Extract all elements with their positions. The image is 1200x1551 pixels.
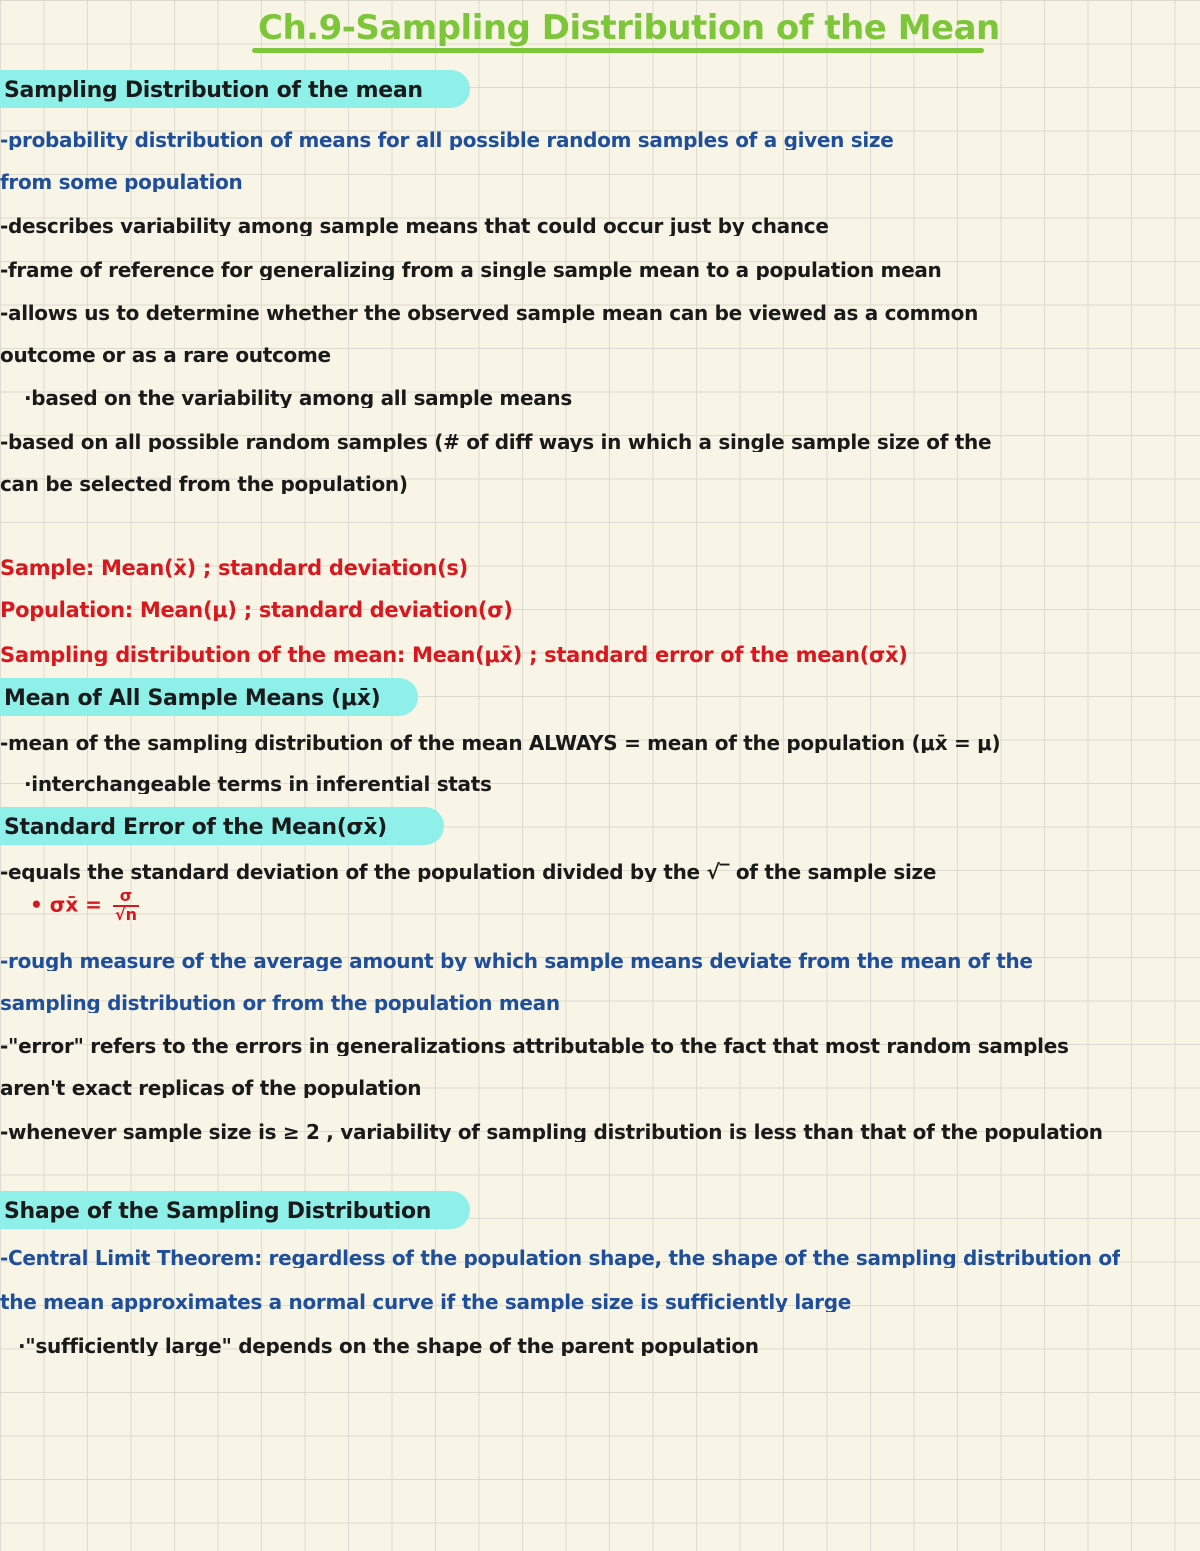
formula-denominator: √n	[114, 904, 137, 924]
section-heading-shape: Shape of the Sampling Distribution	[4, 1199, 432, 1224]
note-line: -mean of the sampling distribution of the mean ALWAYS = mean of the population (μx̄ = μ)	[0, 733, 1001, 753]
note-line: -allows us to determine whether the observed sample mean can be viewed as a common	[0, 303, 979, 323]
notation-population: Population: Mean(μ) ; standard deviation(σ)	[0, 600, 513, 621]
note-line: -rough measure of the average amount by which sample means deviate from the mean of the	[0, 951, 1033, 971]
formula-numerator: σ	[113, 888, 139, 907]
note-line: ·"sufficiently large" depends on the shape of the parent population	[18, 1336, 759, 1356]
section-heading-sampling-distribution: Sampling Distribution of the mean	[4, 78, 423, 103]
page-title: Ch.9-Sampling Distribution of the Mean	[258, 8, 1000, 48]
note-line: -Central Limit Theorem: regardless of the population shape, the shape of the sampling distribution of	[0, 1248, 1121, 1268]
formula-fraction	[113, 888, 139, 924]
note-line: -probability distribution of means for all possible random samples of a given size	[0, 130, 894, 150]
note-line: -whenever sample size is ≥ 2 , variability of sampling distribution is less than that of the population	[0, 1122, 1103, 1142]
section-heading-standard-error: Standard Error of the Mean(σx̄)	[4, 815, 387, 840]
note-line: can be selected from the population)	[0, 474, 408, 494]
note-line: ·based on the variability among all sample means	[24, 388, 572, 408]
note-line: from some population	[0, 172, 243, 192]
note-line: the mean approximates a normal curve if the sample size is sufficiently large	[0, 1292, 851, 1312]
note-line: -based on all possible random samples (# of diff ways in which a single sample size of the	[0, 432, 992, 452]
note-line: -equals the standard deviation of the population divided by the √‾ of the sample size	[0, 862, 937, 882]
note-line: ·interchangeable terms in inferential stats	[24, 774, 492, 794]
note-line: -"error" refers to the errors in generalizations attributable to the fact that most random samples	[0, 1036, 1069, 1056]
title-underline	[252, 48, 984, 53]
note-line: sampling distribution or from the population mean	[0, 993, 560, 1013]
notation-sample: Sample: Mean(x̄) ; standard deviation(s)	[0, 558, 468, 579]
section-heading-mean-of-all-sample-means: Mean of All Sample Means (μx̄)	[4, 686, 381, 711]
note-line: -describes variability among sample means that could occur just by chance	[0, 216, 829, 236]
note-line: aren't exact replicas of the population	[0, 1078, 422, 1098]
note-line: outcome or as a rare outcome	[0, 345, 331, 365]
standard-error-formula	[30, 888, 139, 924]
notation-sampling-distribution: Sampling distribution of the mean: Mean(μx̄) ; standard error of the mean(σx̄)	[0, 645, 908, 666]
formula-lhs: • σx̄ =	[30, 892, 102, 917]
note-line: -frame of reference for generalizing from a single sample mean to a population mean	[0, 260, 942, 280]
